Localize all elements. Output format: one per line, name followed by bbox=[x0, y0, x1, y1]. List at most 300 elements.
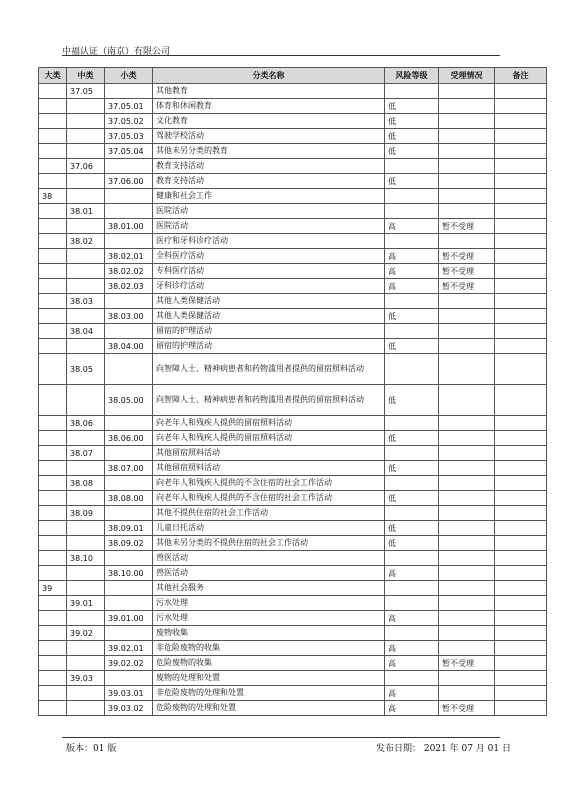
cell-name: 污水处理 bbox=[153, 596, 385, 611]
cell-status bbox=[439, 129, 495, 144]
table-row bbox=[39, 701, 547, 716]
cell-risk: 高 bbox=[385, 641, 439, 656]
cell-minor: 38.05.00 bbox=[105, 385, 153, 416]
cell-mid: 38.04 bbox=[67, 324, 105, 339]
cell-major bbox=[39, 309, 67, 324]
cell-minor bbox=[105, 476, 153, 491]
cell-minor bbox=[105, 189, 153, 204]
cell-mid bbox=[67, 309, 105, 324]
cell-note bbox=[495, 309, 547, 324]
cell-minor: 39.02.02 bbox=[105, 656, 153, 671]
cell-major bbox=[39, 461, 67, 476]
table-row bbox=[39, 611, 547, 626]
column-header-name: 分类名称 bbox=[153, 68, 385, 84]
cell-name: 文化教育 bbox=[153, 114, 385, 129]
cell-major bbox=[39, 656, 67, 671]
cell-name: 教育支持活动 bbox=[153, 159, 385, 174]
column-header-risk: 风险等级 bbox=[385, 68, 439, 84]
cell-mid: 39.02 bbox=[67, 626, 105, 641]
table-row bbox=[39, 476, 547, 491]
cell-name: 污水处理 bbox=[153, 611, 385, 626]
table-row bbox=[39, 144, 547, 159]
table-row bbox=[39, 309, 547, 324]
column-header-mid: 中类 bbox=[67, 68, 105, 84]
cell-note bbox=[495, 626, 547, 641]
cell-mid bbox=[67, 656, 105, 671]
cell-note bbox=[495, 611, 547, 626]
cell-status: 暂不受理 bbox=[439, 656, 495, 671]
cell-mid bbox=[67, 566, 105, 581]
cell-name: 儿童日托活动 bbox=[153, 521, 385, 536]
cell-major bbox=[39, 294, 67, 309]
cell-major bbox=[39, 219, 67, 234]
cell-mid bbox=[67, 641, 105, 656]
cell-name: 其他未另分类的教育 bbox=[153, 144, 385, 159]
table-row bbox=[39, 219, 547, 234]
cell-minor bbox=[105, 446, 153, 461]
cell-minor: 37.05.04 bbox=[105, 144, 153, 159]
cell-status bbox=[439, 416, 495, 431]
cell-status bbox=[439, 159, 495, 174]
cell-status bbox=[439, 461, 495, 476]
cell-risk: 低 bbox=[385, 385, 439, 416]
cell-mid bbox=[67, 536, 105, 551]
table-row bbox=[39, 264, 547, 279]
cell-minor: 37.06.00 bbox=[105, 174, 153, 189]
table-row bbox=[39, 671, 547, 686]
footer-release-date: 发布日期： 2021 年 07 月 01 日 bbox=[376, 744, 511, 754]
cell-name: 向智障人士、精神病患者和药物滥用者提供的留宿照料活动 bbox=[153, 354, 385, 385]
cell-status bbox=[439, 99, 495, 114]
cell-mid bbox=[67, 385, 105, 416]
cell-status bbox=[439, 204, 495, 219]
cell-minor: 38.02.01 bbox=[105, 249, 153, 264]
cell-risk: 高 bbox=[385, 219, 439, 234]
cell-mid bbox=[67, 279, 105, 294]
cell-risk: 低 bbox=[385, 431, 439, 446]
cell-note bbox=[495, 159, 547, 174]
cell-note bbox=[495, 701, 547, 716]
cell-status bbox=[439, 431, 495, 446]
cell-mid bbox=[67, 144, 105, 159]
cell-minor bbox=[105, 204, 153, 219]
cell-note bbox=[495, 551, 547, 566]
cell-status bbox=[439, 174, 495, 189]
cell-minor: 38.07.00 bbox=[105, 461, 153, 476]
header-divider bbox=[62, 55, 500, 56]
cell-name: 留宿的护理活动 bbox=[153, 339, 385, 354]
cell-note bbox=[495, 641, 547, 656]
cell-risk: 低 bbox=[385, 309, 439, 324]
cell-name: 其他人类保健活动 bbox=[153, 294, 385, 309]
table-row bbox=[39, 566, 547, 581]
table-row bbox=[39, 385, 547, 416]
cell-status bbox=[439, 626, 495, 641]
cell-mid: 39.01 bbox=[67, 596, 105, 611]
table-row bbox=[39, 159, 547, 174]
cell-minor: 38.09.01 bbox=[105, 521, 153, 536]
table-row bbox=[39, 641, 547, 656]
cell-major bbox=[39, 671, 67, 686]
cell-name: 体育和休闲教育 bbox=[153, 99, 385, 114]
cell-note bbox=[495, 234, 547, 249]
cell-risk: 低 bbox=[385, 144, 439, 159]
cell-note bbox=[495, 446, 547, 461]
cell-risk: 低 bbox=[385, 536, 439, 551]
table-row bbox=[39, 249, 547, 264]
cell-major: 39 bbox=[39, 581, 67, 596]
cell-status bbox=[439, 671, 495, 686]
cell-mid: 38.05 bbox=[67, 354, 105, 385]
table-row bbox=[39, 461, 547, 476]
cell-note bbox=[495, 339, 547, 354]
cell-mid bbox=[67, 339, 105, 354]
cell-minor bbox=[105, 581, 153, 596]
table-row bbox=[39, 114, 547, 129]
cell-risk: 低 bbox=[385, 114, 439, 129]
cell-mid bbox=[67, 686, 105, 701]
table-row bbox=[39, 99, 547, 114]
cell-minor bbox=[105, 354, 153, 385]
cell-note bbox=[495, 476, 547, 491]
cell-major bbox=[39, 249, 67, 264]
cell-note bbox=[495, 264, 547, 279]
cell-minor: 37.05.03 bbox=[105, 129, 153, 144]
cell-major bbox=[39, 476, 67, 491]
table-body bbox=[39, 84, 547, 716]
cell-major bbox=[39, 416, 67, 431]
table-row bbox=[39, 204, 547, 219]
cell-major bbox=[39, 84, 67, 99]
cell-major bbox=[39, 596, 67, 611]
cell-major bbox=[39, 339, 67, 354]
cell-status: 暂不受理 bbox=[439, 249, 495, 264]
cell-note bbox=[495, 189, 547, 204]
cell-risk: 高 bbox=[385, 611, 439, 626]
cell-name: 其他不提供住宿的社会工作活动 bbox=[153, 506, 385, 521]
cell-risk bbox=[385, 354, 439, 385]
cell-name: 全科医疗活动 bbox=[153, 249, 385, 264]
cell-minor: 39.01.00 bbox=[105, 611, 153, 626]
table-row bbox=[39, 279, 547, 294]
table-row bbox=[39, 626, 547, 641]
cell-status bbox=[439, 491, 495, 506]
cell-mid: 38.06 bbox=[67, 416, 105, 431]
cell-risk: 低 bbox=[385, 521, 439, 536]
cell-status bbox=[439, 551, 495, 566]
cell-risk bbox=[385, 581, 439, 596]
cell-mid: 38.03 bbox=[67, 294, 105, 309]
cell-risk: 高 bbox=[385, 566, 439, 581]
cell-status: 暂不受理 bbox=[439, 701, 495, 716]
cell-name: 兽医活动 bbox=[153, 566, 385, 581]
cell-name: 危险废物的收集 bbox=[153, 656, 385, 671]
cell-major bbox=[39, 566, 67, 581]
table-row bbox=[39, 431, 547, 446]
cell-name: 向老年人和残疾人提供的不含住宿的社会工作活动 bbox=[153, 491, 385, 506]
cell-note bbox=[495, 536, 547, 551]
cell-minor bbox=[105, 416, 153, 431]
cell-name: 医院活动 bbox=[153, 204, 385, 219]
cell-mid bbox=[67, 174, 105, 189]
cell-note bbox=[495, 686, 547, 701]
cell-name: 其他未另分类的不提供住宿的社会工作活动 bbox=[153, 536, 385, 551]
cell-name: 非危险废物的收集 bbox=[153, 641, 385, 656]
cell-status bbox=[439, 566, 495, 581]
cell-major bbox=[39, 641, 67, 656]
table-row bbox=[39, 536, 547, 551]
cell-note bbox=[495, 385, 547, 416]
cell-major bbox=[39, 234, 67, 249]
cell-name: 兽医活动 bbox=[153, 551, 385, 566]
cell-risk: 高 bbox=[385, 279, 439, 294]
cell-major bbox=[39, 686, 67, 701]
cell-risk bbox=[385, 551, 439, 566]
cell-note bbox=[495, 249, 547, 264]
cell-note bbox=[495, 581, 547, 596]
cell-minor bbox=[105, 84, 153, 99]
cell-status bbox=[439, 339, 495, 354]
cell-risk bbox=[385, 671, 439, 686]
cell-mid bbox=[67, 264, 105, 279]
cell-mid bbox=[67, 219, 105, 234]
cell-status bbox=[439, 324, 495, 339]
cell-mid bbox=[67, 701, 105, 716]
cell-risk bbox=[385, 234, 439, 249]
cell-minor bbox=[105, 506, 153, 521]
cell-status bbox=[439, 641, 495, 656]
cell-minor: 37.05.02 bbox=[105, 114, 153, 129]
cell-mid bbox=[67, 461, 105, 476]
cell-minor: 38.10.00 bbox=[105, 566, 153, 581]
cell-minor bbox=[105, 671, 153, 686]
cell-major bbox=[39, 354, 67, 385]
cell-note bbox=[495, 461, 547, 476]
cell-major bbox=[39, 701, 67, 716]
cell-major bbox=[39, 279, 67, 294]
cell-status bbox=[439, 114, 495, 129]
cell-minor bbox=[105, 551, 153, 566]
cell-risk: 高 bbox=[385, 656, 439, 671]
cell-minor: 38.02.02 bbox=[105, 264, 153, 279]
cell-major bbox=[39, 431, 67, 446]
table-row bbox=[39, 354, 547, 385]
table-header-row bbox=[39, 68, 547, 84]
cell-mid: 38.07 bbox=[67, 446, 105, 461]
cell-status bbox=[439, 144, 495, 159]
cell-status: 暂不受理 bbox=[439, 279, 495, 294]
cell-name: 其他社会服务 bbox=[153, 581, 385, 596]
cell-name: 其他教育 bbox=[153, 84, 385, 99]
cell-status bbox=[439, 506, 495, 521]
cell-minor bbox=[105, 596, 153, 611]
cell-status bbox=[439, 596, 495, 611]
cell-risk bbox=[385, 506, 439, 521]
cell-major bbox=[39, 626, 67, 641]
table-row bbox=[39, 129, 547, 144]
cell-note bbox=[495, 671, 547, 686]
cell-name: 向老年人和残疾人提供的不含住宿的社会工作活动 bbox=[153, 476, 385, 491]
cell-minor bbox=[105, 159, 153, 174]
cell-minor: 38.06.00 bbox=[105, 431, 153, 446]
cell-major bbox=[39, 491, 67, 506]
cell-mid bbox=[67, 521, 105, 536]
cell-name: 向老年人和残疾人提供的留宿照料活动 bbox=[153, 416, 385, 431]
cell-name: 向智障人士、精神病患者和药物滥用者提供的留宿照料活动 bbox=[153, 385, 385, 416]
cell-note bbox=[495, 656, 547, 671]
cell-mid bbox=[67, 129, 105, 144]
cell-minor: 39.03.01 bbox=[105, 686, 153, 701]
column-header-minor: 小类 bbox=[105, 68, 153, 84]
cell-risk bbox=[385, 626, 439, 641]
footer-version: 版本：01 版 bbox=[66, 744, 117, 754]
cell-mid bbox=[67, 189, 105, 204]
cell-risk bbox=[385, 476, 439, 491]
cell-mid: 39.03 bbox=[67, 671, 105, 686]
cell-risk bbox=[385, 416, 439, 431]
cell-name: 医院活动 bbox=[153, 219, 385, 234]
cell-status: 暂不受理 bbox=[439, 264, 495, 279]
cell-name: 教育支持活动 bbox=[153, 174, 385, 189]
cell-status bbox=[439, 309, 495, 324]
cell-status: 暂不受理 bbox=[439, 219, 495, 234]
cell-minor bbox=[105, 626, 153, 641]
cell-risk bbox=[385, 324, 439, 339]
cell-minor: 38.04.00 bbox=[105, 339, 153, 354]
cell-minor: 39.02.01 bbox=[105, 641, 153, 656]
cell-risk: 低 bbox=[385, 174, 439, 189]
cell-note bbox=[495, 431, 547, 446]
cell-mid: 37.05 bbox=[67, 84, 105, 99]
cell-major bbox=[39, 551, 67, 566]
cell-mid bbox=[67, 431, 105, 446]
cell-note bbox=[495, 204, 547, 219]
cell-note bbox=[495, 596, 547, 611]
cell-note bbox=[495, 279, 547, 294]
cell-major bbox=[39, 174, 67, 189]
cell-status bbox=[439, 354, 495, 385]
cell-mid: 38.10 bbox=[67, 551, 105, 566]
cell-note bbox=[495, 219, 547, 234]
cell-major bbox=[39, 611, 67, 626]
column-header-note: 备注 bbox=[495, 68, 547, 84]
cell-mid bbox=[67, 99, 105, 114]
cell-risk bbox=[385, 596, 439, 611]
table-row bbox=[39, 506, 547, 521]
cell-name: 其他人类保健活动 bbox=[153, 309, 385, 324]
cell-mid: 38.09 bbox=[67, 506, 105, 521]
cell-major bbox=[39, 536, 67, 551]
cell-minor: 38.01.00 bbox=[105, 219, 153, 234]
cell-major bbox=[39, 114, 67, 129]
cell-mid: 38.02 bbox=[67, 234, 105, 249]
cell-status bbox=[439, 84, 495, 99]
cell-risk bbox=[385, 84, 439, 99]
table-row bbox=[39, 234, 547, 249]
cell-risk: 低 bbox=[385, 339, 439, 354]
cell-minor: 38.09.02 bbox=[105, 536, 153, 551]
cell-risk bbox=[385, 159, 439, 174]
cell-name: 医疗和牙科诊疗活动 bbox=[153, 234, 385, 249]
cell-mid bbox=[67, 114, 105, 129]
cell-minor: 37.05.01 bbox=[105, 99, 153, 114]
cell-minor bbox=[105, 234, 153, 249]
cell-name: 健康和社会工作 bbox=[153, 189, 385, 204]
cell-mid bbox=[67, 249, 105, 264]
cell-mid: 38.01 bbox=[67, 204, 105, 219]
cell-name: 牙科诊疗活动 bbox=[153, 279, 385, 294]
cell-name: 废物收集 bbox=[153, 626, 385, 641]
table-row bbox=[39, 551, 547, 566]
cell-mid bbox=[67, 491, 105, 506]
cell-status bbox=[439, 611, 495, 626]
cell-mid: 38.08 bbox=[67, 476, 105, 491]
cell-note bbox=[495, 99, 547, 114]
cell-status bbox=[439, 581, 495, 596]
cell-minor bbox=[105, 324, 153, 339]
cell-risk bbox=[385, 446, 439, 461]
cell-note bbox=[495, 129, 547, 144]
table-row bbox=[39, 596, 547, 611]
cell-major: 38 bbox=[39, 189, 67, 204]
cell-name: 危险废物的处理和处置 bbox=[153, 701, 385, 716]
cell-risk: 高 bbox=[385, 249, 439, 264]
cell-risk: 低 bbox=[385, 129, 439, 144]
cell-major bbox=[39, 264, 67, 279]
cell-note bbox=[495, 416, 547, 431]
table-row bbox=[39, 294, 547, 309]
cell-major bbox=[39, 144, 67, 159]
cell-risk: 低 bbox=[385, 461, 439, 476]
cell-minor: 38.08.00 bbox=[105, 491, 153, 506]
cell-minor: 38.03.00 bbox=[105, 309, 153, 324]
table-row bbox=[39, 521, 547, 536]
cell-status bbox=[439, 234, 495, 249]
cell-risk: 高 bbox=[385, 701, 439, 716]
cell-risk: 高 bbox=[385, 686, 439, 701]
table-row bbox=[39, 686, 547, 701]
cell-note bbox=[495, 521, 547, 536]
table-row bbox=[39, 174, 547, 189]
cell-note bbox=[495, 506, 547, 521]
column-header-major: 大类 bbox=[39, 68, 67, 84]
table-row bbox=[39, 324, 547, 339]
cell-risk bbox=[385, 189, 439, 204]
cell-name: 非危险废物的处理和处置 bbox=[153, 686, 385, 701]
cell-status bbox=[439, 385, 495, 416]
cell-major bbox=[39, 521, 67, 536]
table-row bbox=[39, 339, 547, 354]
cell-major bbox=[39, 129, 67, 144]
cell-note bbox=[495, 491, 547, 506]
cell-risk: 低 bbox=[385, 491, 439, 506]
cell-note bbox=[495, 114, 547, 129]
cell-status bbox=[439, 446, 495, 461]
cell-minor: 39.03.02 bbox=[105, 701, 153, 716]
table-row bbox=[39, 491, 547, 506]
cell-mid bbox=[67, 581, 105, 596]
table-row bbox=[39, 446, 547, 461]
table-row bbox=[39, 189, 547, 204]
cell-risk bbox=[385, 204, 439, 219]
cell-note bbox=[495, 84, 547, 99]
cell-name: 向老年人和残疾人提供的留宿照料活动 bbox=[153, 431, 385, 446]
table-row bbox=[39, 84, 547, 99]
cell-status bbox=[439, 536, 495, 551]
cell-risk bbox=[385, 294, 439, 309]
cell-note bbox=[495, 144, 547, 159]
cell-minor bbox=[105, 294, 153, 309]
